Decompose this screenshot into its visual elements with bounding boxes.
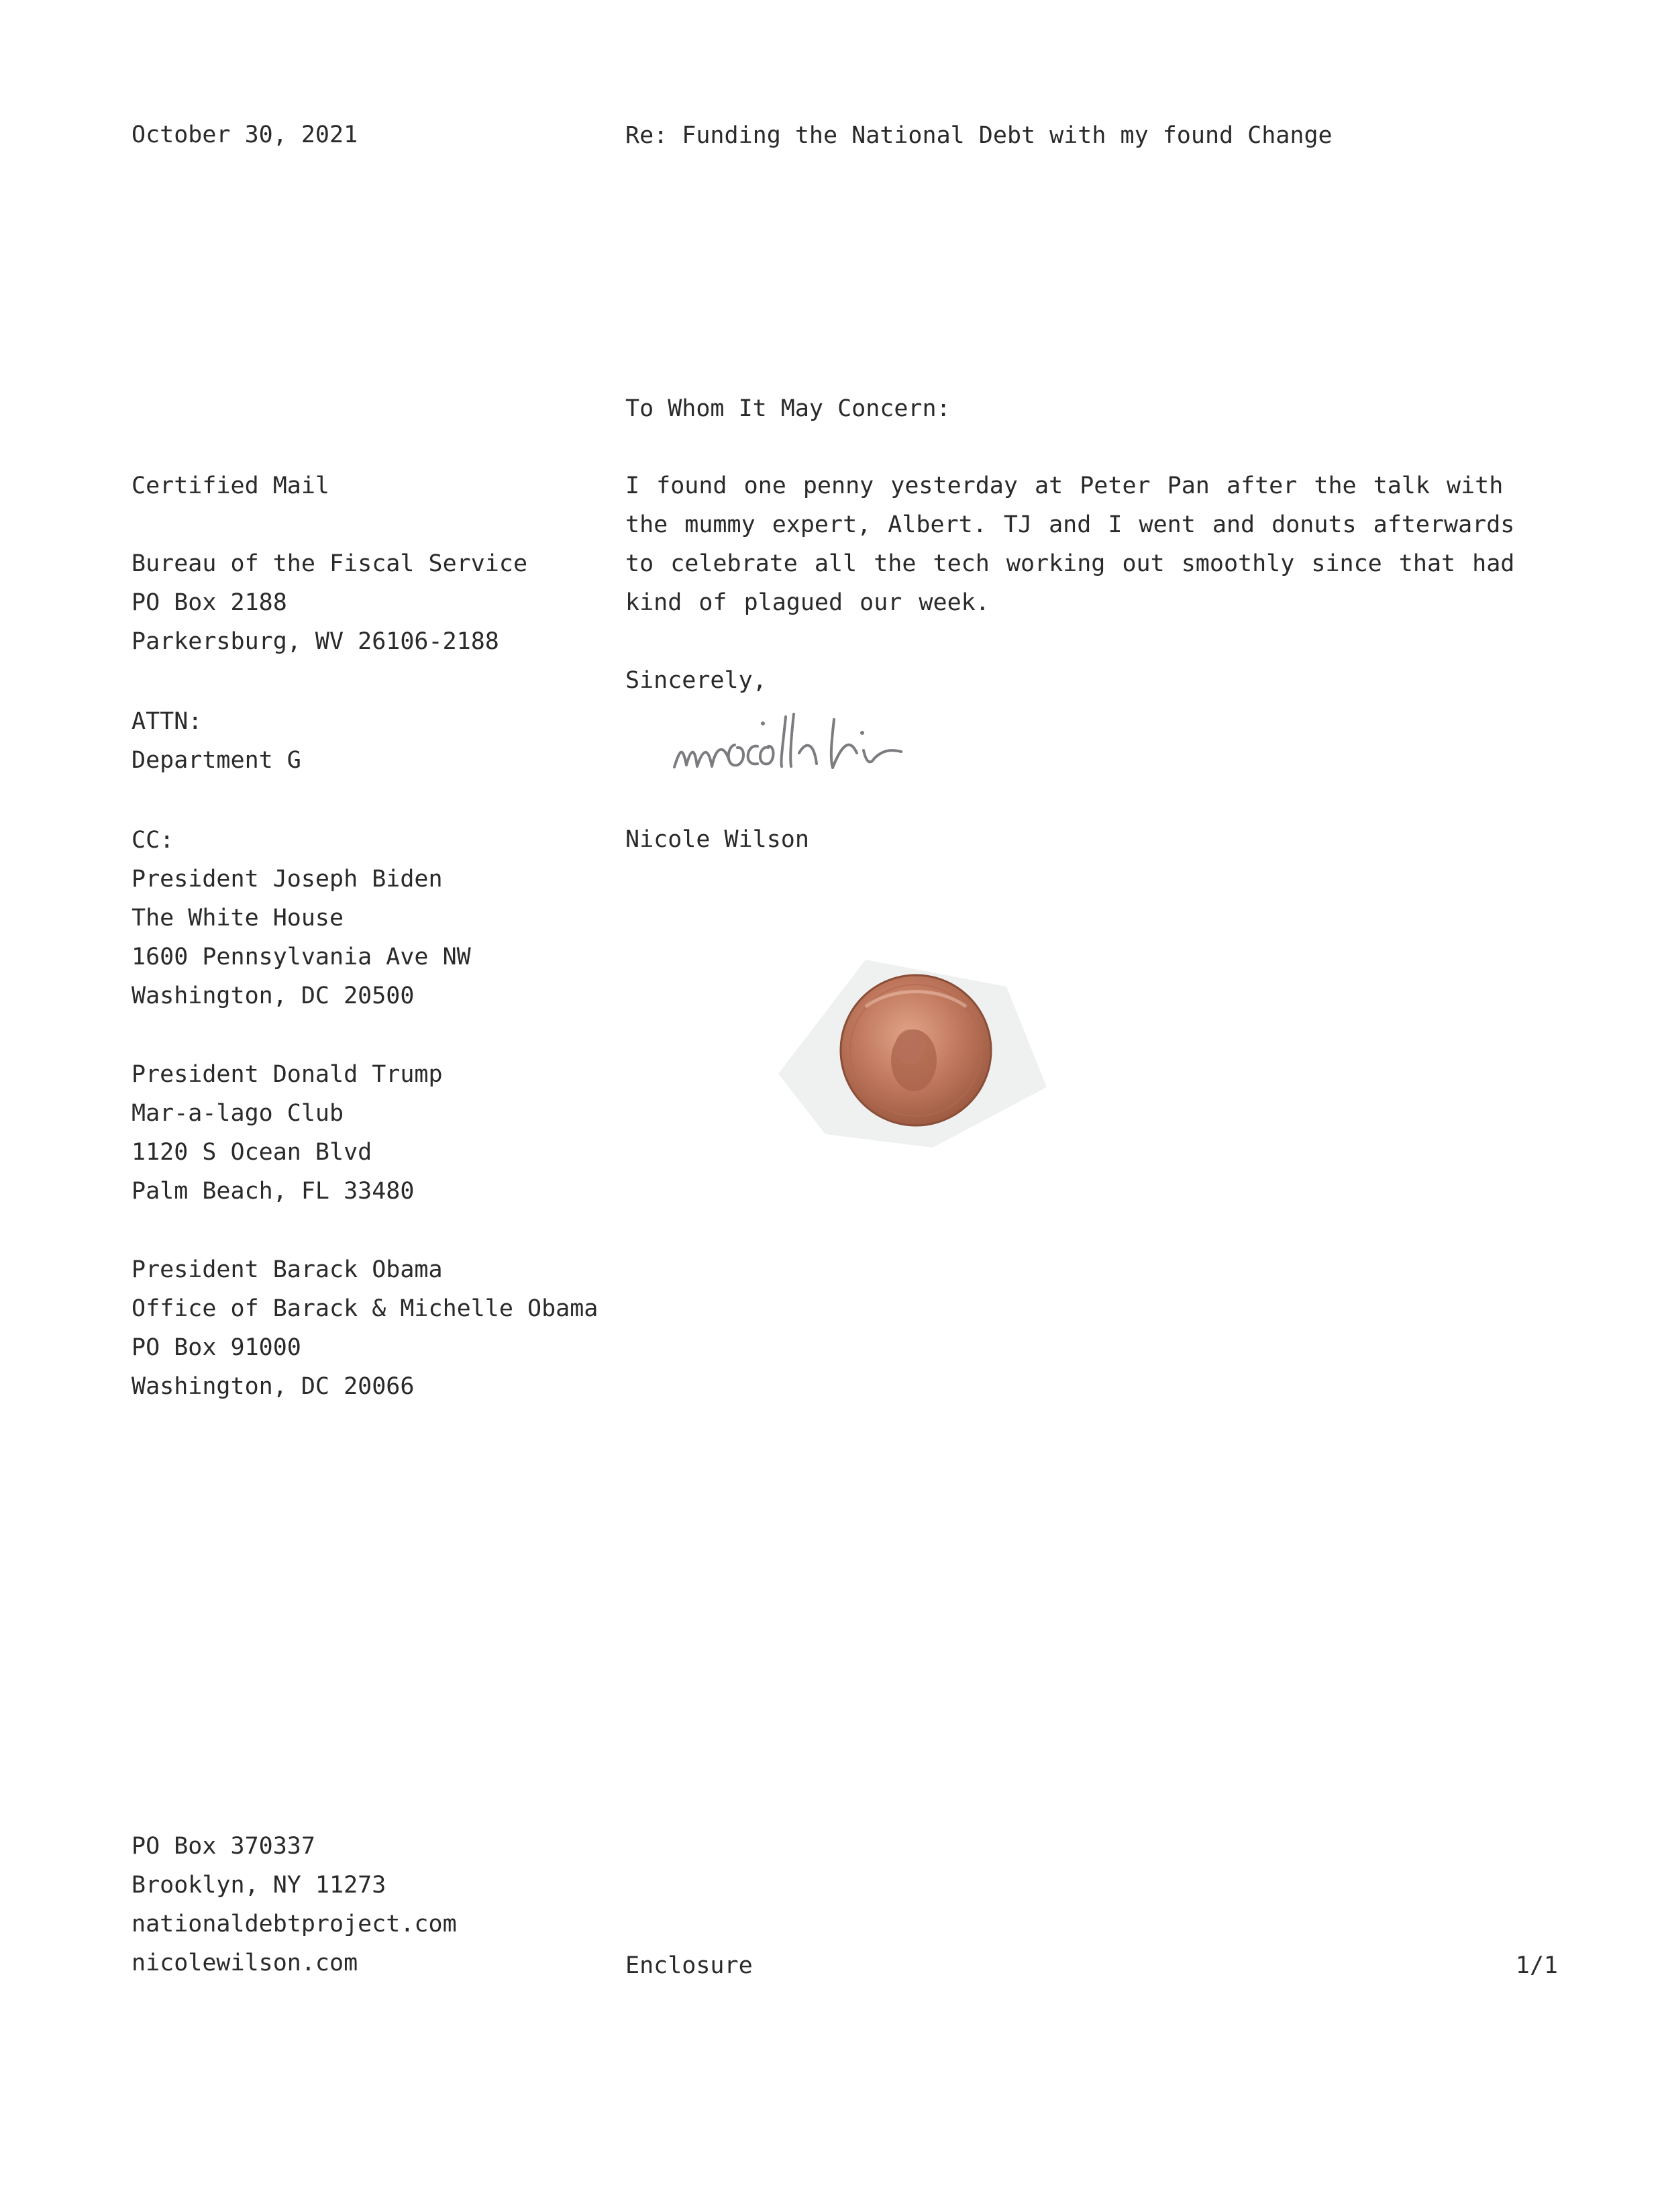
attn-label: ATTN:: [132, 708, 203, 735]
attention-block: [132, 702, 301, 780]
enclosure-label: Enclosure: [625, 1952, 753, 1979]
address-line: PO Box 370337: [132, 1833, 315, 1860]
address-line: 1120 S Ocean Blvd: [132, 1139, 372, 1166]
salutation: To Whom It May Concern:: [625, 395, 951, 422]
letter-date: October 30, 2021: [132, 121, 358, 148]
address-line: PO Box 2188: [132, 589, 287, 616]
letter-subject: Re: Funding the National Debt with my found Change: [625, 122, 1333, 149]
cc-recipient-obama: [132, 1250, 598, 1406]
address-line: Brooklyn, NY 11273: [132, 1872, 386, 1899]
closing: Sincerely,: [625, 667, 767, 694]
address-line: Bureau of the Fiscal Service: [132, 550, 528, 577]
page-number: 1/1: [1515, 1952, 1558, 1979]
signer-name: Nicole Wilson: [625, 826, 809, 853]
website-link[interactable]: nationaldebtproject.com: [132, 1911, 457, 1938]
address-line: PO Box 91000: [132, 1334, 301, 1361]
address-line: The White House: [132, 905, 344, 932]
return-address: [132, 1827, 457, 1982]
address-line: 1600 Pennsylvania Ave NW: [132, 944, 471, 970]
address-line: Office of Barack & Michelle Obama: [132, 1295, 599, 1322]
website-link[interactable]: nicolewilson.com: [132, 1950, 358, 1976]
cc-recipient-biden: [132, 860, 471, 1015]
cc-recipient-trump: [132, 1055, 443, 1211]
penny-icon: [765, 946, 1060, 1154]
signature-image: [668, 703, 990, 791]
address-line: Parkersburg, WV 26106-2188: [132, 628, 499, 655]
cc-label: CC:: [132, 827, 174, 854]
mail-type: Certified Mail: [132, 472, 330, 499]
address-line: Palm Beach, FL 33480: [132, 1178, 415, 1205]
address-line: Mar-a-lago Club: [132, 1100, 344, 1127]
address-line: President Joseph Biden: [132, 866, 443, 893]
address-line: President Barack Obama: [132, 1256, 443, 1283]
letter-body: I found one penny yesterday at Peter Pan after the talk with the mummy expert, Albert. TJ and I went and donuts afterwards to celebrate all the tech working out smoothly since that had kind of plagued our week.: [625, 472, 1515, 616]
address-line: President Donald Trump: [132, 1061, 443, 1088]
attn-value: Department G: [132, 747, 301, 774]
recipient-address: [132, 544, 527, 661]
address-line: Washington, DC 20500: [132, 983, 415, 1009]
address-line: Washington, DC 20066: [132, 1373, 415, 1400]
